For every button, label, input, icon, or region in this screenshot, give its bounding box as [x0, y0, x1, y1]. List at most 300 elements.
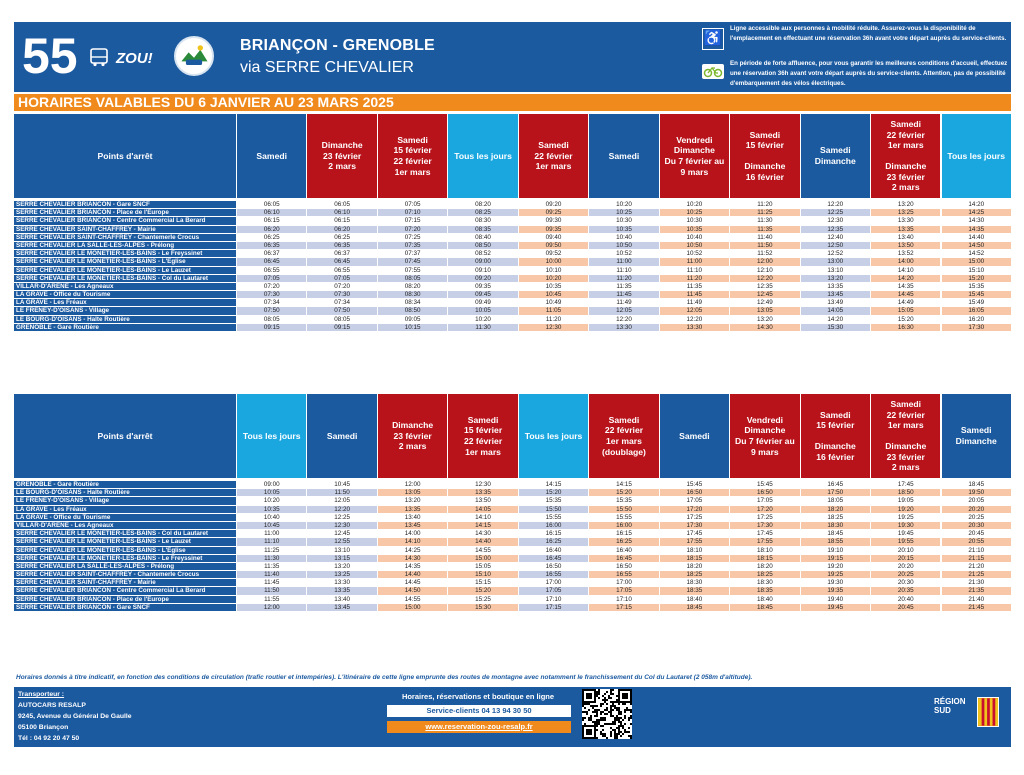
departure-time: 08:40 [448, 234, 517, 242]
table-row [14, 267, 1011, 275]
departure-time: 09:05 [378, 316, 447, 324]
departure-time: 06:20 [307, 226, 376, 234]
departure-time: 07:50 [237, 307, 306, 315]
departure-time: 12:40 [801, 234, 870, 242]
departure-time: 06:15 [307, 217, 376, 225]
departure-time: 14:00 [871, 258, 940, 266]
timetable-header [14, 22, 1011, 92]
region-flag-icon [977, 697, 999, 727]
departure-time: 15:30 [448, 604, 517, 612]
table-row [14, 242, 1011, 250]
departure-time: 11:50 [730, 242, 799, 250]
departure-time: 16:50 [519, 563, 588, 571]
departure-time: 06:37 [307, 250, 376, 258]
departure-time: 12:52 [801, 250, 870, 258]
stop-name: LE BOURG-D'OISANS - Halte Routière [14, 489, 236, 497]
timetable-sheet [14, 22, 1011, 747]
departure-time: 19:35 [801, 587, 870, 595]
departure-time: 09:45 [448, 291, 517, 299]
departure-time: 17:45 [871, 481, 940, 489]
departure-time: 15:15 [448, 579, 517, 587]
footer [14, 687, 1011, 747]
departure-time: 18:25 [801, 514, 870, 522]
departure-time: 20:05 [942, 497, 1011, 505]
route-title: BRIANÇON - GRENOBLE [240, 37, 435, 54]
departure-time: 17:05 [589, 587, 658, 595]
departure-time: 14:05 [801, 307, 870, 315]
phone: Tél : 04 92 20 47 50 [18, 735, 80, 742]
departure-time: 14:15 [448, 522, 517, 530]
departure-time: 14:05 [448, 506, 517, 514]
departure-time: 17:25 [660, 514, 729, 522]
stop-name: SERRE CHEVALIER LE MONETIER-LES-BAINS - Col du Lautaret [14, 530, 236, 538]
departure-time: 11:40 [237, 571, 306, 579]
departure-time: 20:10 [871, 547, 940, 555]
departure-time: 12:20 [307, 506, 376, 514]
table-row [14, 481, 1011, 489]
departure-time: 10:15 [378, 324, 447, 332]
departure-time: 07:20 [307, 283, 376, 291]
departure-time: 13:45 [378, 522, 447, 530]
departure-time: 11:45 [660, 291, 729, 299]
departure-time: 11:35 [237, 563, 306, 571]
departure-time: 15:10 [448, 571, 517, 579]
departure-time: 12:30 [448, 481, 517, 489]
table-row [14, 497, 1011, 505]
departure-time: 17:25 [730, 514, 799, 522]
departure-time: 17:15 [589, 604, 658, 612]
departure-time: 13:20 [307, 563, 376, 571]
departure-time: 19:20 [801, 563, 870, 571]
departure-time: 17:05 [519, 587, 588, 595]
departure-time: 11:45 [237, 579, 306, 587]
departure-time: 07:10 [378, 209, 447, 217]
departure-time: 15:49 [942, 299, 1011, 307]
departure-time: 08:34 [378, 299, 447, 307]
qr-code [582, 689, 632, 739]
table-row [14, 530, 1011, 538]
departure-time: 14:25 [378, 547, 447, 555]
departure-time: 14:10 [378, 538, 447, 546]
departure-time: 15:45 [730, 481, 799, 489]
departure-time: 08:30 [448, 217, 517, 225]
stop-name: LE FRENEY-D'OISANS - Village [14, 497, 236, 505]
departure-time: 15:20 [519, 489, 588, 497]
bike-icon [702, 64, 724, 79]
stop-name: VILLAR-D'ARENE - Les Agneaux [14, 522, 236, 530]
departure-time: 12:05 [589, 307, 658, 315]
table-row [14, 587, 1011, 595]
departure-time: 20:30 [942, 522, 1011, 530]
departure-time: 18:35 [730, 587, 799, 595]
departure-time: 21:45 [942, 604, 1011, 612]
departure-time: 14:15 [589, 481, 658, 489]
departure-time: 14:30 [378, 555, 447, 563]
stop-name: SERRE CHEVALIER BRIANCON - Gare SNCF [14, 604, 236, 612]
departure-time: 13:25 [307, 571, 376, 579]
departure-time: 13:45 [801, 291, 870, 299]
departure-time: 13:15 [307, 555, 376, 563]
departure-time: 13:10 [307, 547, 376, 555]
departure-time: 19:15 [801, 555, 870, 563]
departure-time: 18:45 [942, 481, 1011, 489]
departure-time: 11:30 [237, 555, 306, 563]
departure-time: 13:30 [660, 324, 729, 332]
departure-time: 15:10 [942, 267, 1011, 275]
departure-time: 13:50 [871, 242, 940, 250]
departure-time: 20:40 [871, 596, 940, 604]
departure-time: 08:30 [378, 291, 447, 299]
column-header: Samedi 22 février 1er mars (doublage) [589, 394, 658, 478]
departure-time: 13:25 [871, 209, 940, 217]
departure-time: 16:55 [589, 571, 658, 579]
departure-time: 09:25 [519, 209, 588, 217]
departure-time: 10:20 [660, 201, 729, 209]
departure-time: 11:45 [589, 291, 658, 299]
departure-time: 06:25 [307, 234, 376, 242]
departure-time: 07:20 [378, 226, 447, 234]
departure-time: 16:50 [589, 563, 658, 571]
departure-time: 06:55 [237, 267, 306, 275]
departure-time: 12:35 [801, 226, 870, 234]
schedule-table-briancon-grenoble [14, 114, 1011, 332]
column-header: Samedi 22 février 1er mars [519, 114, 588, 198]
stop-name: LE BOURG-D'OISANS - Halte Routière [14, 316, 236, 324]
departure-time: 10:35 [660, 226, 729, 234]
departure-time: 14:30 [730, 324, 799, 332]
departure-time: 21:25 [942, 571, 1011, 579]
departure-time: 10:35 [589, 226, 658, 234]
departure-time: 14:35 [871, 283, 940, 291]
stop-name: SERRE CHEVALIER BRIANCON - Place de l'Europe [14, 209, 236, 217]
departure-time: 15:55 [589, 514, 658, 522]
departure-time: 18:10 [660, 547, 729, 555]
departure-time: 06:10 [237, 209, 306, 217]
departure-time: 12:50 [801, 242, 870, 250]
departure-time: 20:15 [871, 555, 940, 563]
service-phone: Service-clients 04 13 94 30 50 [387, 705, 571, 717]
departure-time: 17:05 [730, 497, 799, 505]
departure-time: 18:15 [730, 555, 799, 563]
departure-time: 14:45 [871, 291, 940, 299]
column-header: Vendredi Dimanche Du 7 février au 9 mars [730, 394, 799, 478]
table-row [14, 283, 1011, 291]
table-row [14, 201, 1011, 209]
departure-time: 10:45 [307, 481, 376, 489]
departure-time: 19:10 [801, 547, 870, 555]
departure-time: 12:35 [730, 283, 799, 291]
departure-time: 20:55 [942, 538, 1011, 546]
departure-time: 19:45 [801, 604, 870, 612]
departure-time: 15:00 [378, 604, 447, 612]
departure-time: 11:20 [660, 275, 729, 283]
departure-time: 18:55 [801, 538, 870, 546]
departure-time: 07:50 [307, 307, 376, 315]
departure-time: 15:30 [801, 324, 870, 332]
departure-time: 17:30 [942, 324, 1011, 332]
departure-time: 17:15 [519, 604, 588, 612]
stop-column-header: Points d'arrêt [14, 394, 236, 478]
departure-time: 18:45 [730, 604, 799, 612]
departure-time: 17:10 [519, 596, 588, 604]
column-header: Samedi 22 février 1er mars Dimanche 23 février 2 mars [871, 394, 940, 478]
departure-time: 07:25 [378, 234, 447, 242]
departure-time: 06:25 [237, 234, 306, 242]
departure-time: 13:10 [801, 267, 870, 275]
departure-time: 19:45 [871, 530, 940, 538]
departure-time: 12:20 [801, 201, 870, 209]
departure-time: 14:40 [942, 234, 1011, 242]
departure-time: 18:25 [730, 571, 799, 579]
departure-time: 16:25 [519, 538, 588, 546]
departure-time: 08:20 [378, 283, 447, 291]
departure-time: 11:25 [730, 209, 799, 217]
column-header: Samedi [237, 114, 306, 198]
departure-time: 13:05 [378, 489, 447, 497]
accessibility-note: Ligne accessible aux personnes à mobilité réduite. Assurez-vous la disponibilité de l'emplacement en effectuant une réservation 36h avant votre départ auprès du service-clients. [730, 25, 1007, 42]
departure-time: 18:20 [660, 563, 729, 571]
departure-time: 19:30 [871, 522, 940, 530]
column-header: Samedi [307, 394, 376, 478]
departure-time: 19:05 [871, 497, 940, 505]
departure-time: 13:20 [801, 275, 870, 283]
departure-time: 11:40 [730, 234, 799, 242]
departure-time: 07:34 [307, 299, 376, 307]
departure-time: 07:20 [237, 283, 306, 291]
departure-time: 11:35 [660, 283, 729, 291]
stop-column-header: Points d'arrêt [14, 114, 236, 198]
departure-time: 18:30 [801, 522, 870, 530]
table-row [14, 226, 1011, 234]
address-line-2: 05100 Briançon [18, 724, 69, 731]
table-row [14, 538, 1011, 546]
departure-time: 16:25 [589, 538, 658, 546]
departure-time: 11:49 [589, 299, 658, 307]
departure-time: 07:05 [307, 275, 376, 283]
stop-name: SERRE CHEVALIER LE MONETIER-LES-BAINS - Le Lauzet [14, 538, 236, 546]
departure-time: 07:37 [378, 250, 447, 258]
departure-time: 19:40 [801, 596, 870, 604]
departure-time: 07:30 [237, 291, 306, 299]
table-row [14, 571, 1011, 579]
stop-name: SERRE CHEVALIER LE MONETIER-LES-BAINS - Le Freyssinet [14, 250, 236, 258]
column-header: Tous les jours [448, 114, 517, 198]
departure-time: 20:25 [942, 514, 1011, 522]
departure-time: 12:30 [519, 324, 588, 332]
stop-name: SERRE CHEVALIER SAINT-CHAFFREY - Chantemerle Crocus [14, 571, 236, 579]
departure-time: 09:15 [307, 324, 376, 332]
departure-time: 14:10 [871, 267, 940, 275]
departure-time: 07:45 [378, 258, 447, 266]
departure-time: 17:20 [660, 506, 729, 514]
departure-time: 11:52 [730, 250, 799, 258]
company-name: AUTOCARS RESALP [18, 702, 86, 709]
departure-time: 10:25 [589, 209, 658, 217]
table-row [14, 209, 1011, 217]
address-line-1: 9245, Avenue du Général De Gaulle [18, 713, 132, 720]
departure-time: 13:50 [448, 497, 517, 505]
resalp-logo [174, 36, 214, 76]
departure-time: 10:35 [519, 283, 588, 291]
disclaimer: Horaires donnés à titre indicatif, en fonction des conditions de circulation (trafic routier et intempéries). L'itinéraire de cette ligne emprunte des routes de montagne avec notamment le franchissement du Col du Lautaret (2 058m d'altitude). [16, 674, 753, 681]
column-header: Vendredi Dimanche Du 7 février au 9 mars [660, 114, 729, 198]
departure-time: 06:10 [307, 209, 376, 217]
column-header: Samedi [660, 394, 729, 478]
departure-time: 09:00 [237, 481, 306, 489]
departure-time: 12:05 [660, 307, 729, 315]
departure-time: 14:20 [871, 275, 940, 283]
departure-time: 14:45 [378, 579, 447, 587]
stop-name: GRENOBLE - Gare Routière [14, 481, 236, 489]
departure-time: 15:00 [942, 258, 1011, 266]
departure-time: 16:40 [519, 547, 588, 555]
departure-time: 13:20 [871, 201, 940, 209]
departure-time: 10:40 [589, 234, 658, 242]
departure-time: 17:00 [519, 579, 588, 587]
departure-time: 16:45 [801, 481, 870, 489]
departure-time: 20:45 [942, 530, 1011, 538]
stop-name: SERRE CHEVALIER SAINT-CHAFFREY - Chantemerle Crocus [14, 234, 236, 242]
bike-note: En période de forte affluence, pour vous garantir les meilleures conditions d'accueil, effectuez une réservation 36h avant votre départ auprès du service-clients. Attention, pas de possibilité d'embarquement des vélos électriques. [730, 60, 1008, 87]
departure-time: 13:30 [589, 324, 658, 332]
column-header: Samedi 22 février 1er mars Dimanche 23 février 2 mars [871, 114, 940, 198]
departure-time: 13:49 [801, 299, 870, 307]
departure-time: 14:40 [378, 571, 447, 579]
departure-time: 06:05 [237, 201, 306, 209]
column-header: Samedi 15 février Dimanche 16 février [730, 114, 799, 198]
departure-time: 15:45 [660, 481, 729, 489]
departure-time: 09:30 [519, 217, 588, 225]
departure-time: 13:30 [307, 579, 376, 587]
departure-time: 11:20 [730, 201, 799, 209]
table-row [14, 316, 1011, 324]
departure-time: 21:15 [942, 555, 1011, 563]
region-logo: RÉGION SUD [934, 697, 966, 715]
departure-time: 16:20 [942, 316, 1011, 324]
departure-time: 17:45 [660, 530, 729, 538]
departure-time: 10:49 [519, 299, 588, 307]
departure-time: 09:35 [448, 283, 517, 291]
departure-time: 10:52 [660, 250, 729, 258]
stop-name: LE FRENEY-D'OISANS - Village [14, 307, 236, 315]
departure-time: 12:55 [307, 538, 376, 546]
departure-time: 11:25 [237, 547, 306, 555]
departure-time: 10:52 [589, 250, 658, 258]
table-header-row [14, 394, 1011, 478]
departure-time: 08:05 [378, 275, 447, 283]
departure-time: 19:20 [871, 506, 940, 514]
departure-time: 07:30 [307, 291, 376, 299]
table-row [14, 596, 1011, 604]
departure-time: 14:20 [942, 201, 1011, 209]
line-number: 55 [22, 28, 78, 84]
column-header: Dimanche 23 février 2 mars [307, 114, 376, 198]
departure-time: 07:35 [378, 242, 447, 250]
table-row [14, 563, 1011, 571]
departure-time: 21:40 [942, 596, 1011, 604]
stop-name: LA GRAVE - Office du Tourisme [14, 514, 236, 522]
departure-time: 10:45 [237, 522, 306, 530]
departure-time: 13:45 [307, 604, 376, 612]
departure-time: 09:49 [448, 299, 517, 307]
departure-time: 18:45 [660, 604, 729, 612]
departure-time: 18:25 [660, 571, 729, 579]
departure-time: 16:00 [519, 522, 588, 530]
departure-time: 14:49 [871, 299, 940, 307]
departure-time: 16:30 [871, 324, 940, 332]
bus-icon [88, 46, 110, 68]
departure-time: 11:05 [519, 307, 588, 315]
route-via: via SERRE CHEVALIER [240, 59, 414, 76]
departure-time: 14:20 [801, 316, 870, 324]
table-row [14, 555, 1011, 563]
table-header-row [14, 114, 1011, 198]
departure-time: 17:00 [589, 579, 658, 587]
departure-time: 15:55 [519, 514, 588, 522]
departure-time: 12:20 [589, 316, 658, 324]
departure-time: 17:50 [801, 489, 870, 497]
departure-time: 11:20 [589, 275, 658, 283]
departure-time: 09:10 [448, 267, 517, 275]
departure-time: 06:20 [237, 226, 306, 234]
departure-time: 08:05 [307, 316, 376, 324]
departure-time: 17:45 [730, 530, 799, 538]
departure-time: 18:10 [730, 547, 799, 555]
departure-time: 11:35 [730, 226, 799, 234]
departure-time: 07:05 [378, 201, 447, 209]
departure-time: 21:35 [942, 587, 1011, 595]
departure-time: 14:35 [378, 563, 447, 571]
departure-time: 16:50 [730, 489, 799, 497]
departure-time: 18:50 [871, 489, 940, 497]
departure-time: 12:30 [307, 522, 376, 530]
departure-time: 13:52 [871, 250, 940, 258]
departure-time: 15:20 [942, 275, 1011, 283]
table-row [14, 234, 1011, 242]
table-row [14, 506, 1011, 514]
departure-time: 09:20 [448, 275, 517, 283]
table-row [14, 579, 1011, 587]
website-link[interactable]: www.reservation-zou-resalp.fr [387, 721, 571, 733]
departure-time: 11:10 [660, 267, 729, 275]
departure-time: 17:30 [660, 522, 729, 530]
departure-time: 11:49 [660, 299, 729, 307]
departure-time: 10:05 [448, 307, 517, 315]
departure-time: 10:10 [519, 267, 588, 275]
table-row [14, 275, 1011, 283]
stop-name: SERRE CHEVALIER LE MONETIER-LES-BAINS - Le Lauzet [14, 267, 236, 275]
departure-time: 20:25 [871, 571, 940, 579]
departure-time: 14:55 [448, 547, 517, 555]
departure-time: 18:20 [730, 563, 799, 571]
departure-time: 21:10 [942, 547, 1011, 555]
departure-time: 10:00 [519, 258, 588, 266]
departure-time: 10:35 [237, 506, 306, 514]
departure-time: 16:00 [589, 522, 658, 530]
departure-time: 13:35 [871, 226, 940, 234]
column-header: Samedi Dimanche [942, 394, 1011, 478]
departure-time: 10:50 [660, 242, 729, 250]
departure-time: 08:50 [448, 242, 517, 250]
departure-time: 10:25 [660, 209, 729, 217]
stop-name: LA GRAVE - Office du Tourisme [14, 291, 236, 299]
table-row [14, 514, 1011, 522]
departure-time: 15:50 [589, 506, 658, 514]
departure-time: 15:05 [448, 563, 517, 571]
departure-time: 10:20 [589, 201, 658, 209]
departure-time: 11:50 [307, 489, 376, 497]
table-row [14, 299, 1011, 307]
